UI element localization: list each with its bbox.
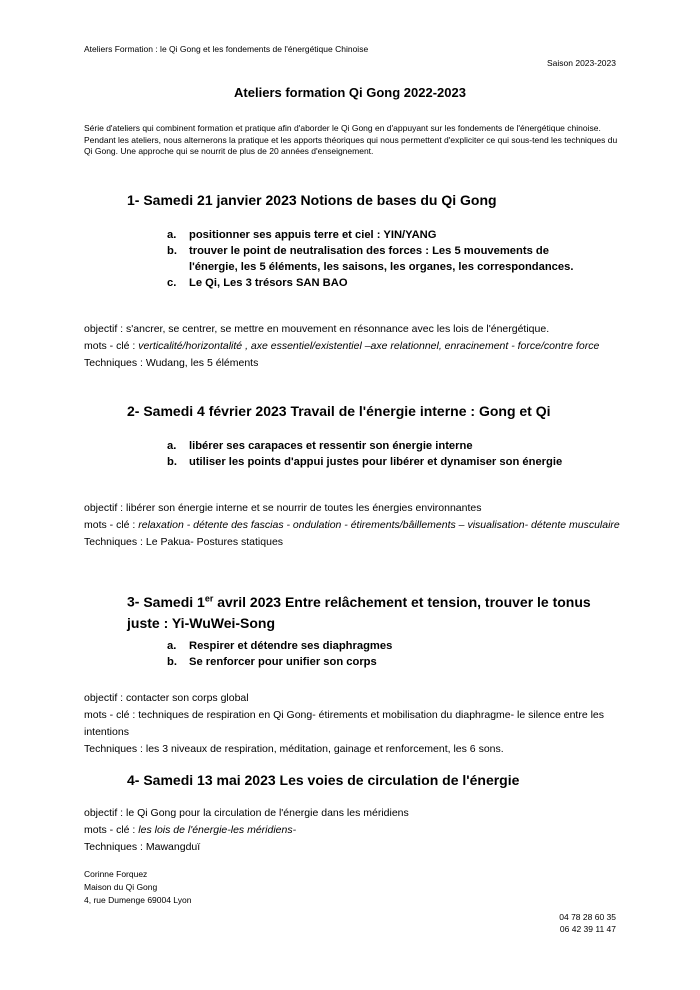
objectif-line: objectif : libérer son énergie interne et se nourrir de toutes les énergies environnantes: [84, 502, 482, 514]
session-heading: Samedi 21 janvier 2023 Notions de bases du Qi Gong: [143, 192, 497, 208]
session-2-title: [127, 401, 627, 422]
objectif-line: objectif : le Qi Gong pour la circulation de l'énergie dans les méridiens: [84, 807, 409, 819]
session-1-title: [127, 190, 627, 211]
list-item: a. positionner ses appuis terre et ciel : YIN/YANG: [167, 229, 437, 241]
keywords-line: mots - clé : techniques de respiration en Qi Gong- étirements et mobilisation du diaphragme- le silence entre les intentions: [84, 709, 605, 738]
session-2-items: [167, 438, 597, 470]
keywords-line: mots - clé : relaxation - détente des fascias - ondulation - étirements/bâillements – visualisation- détente musculaire: [84, 519, 620, 531]
techniques-line: Techniques : les 3 niveaux de respiration, méditation, gainage et renforcement, les 6 sons.: [84, 743, 504, 755]
list-item: b. utiliser les points d'appui justes pour libérer et dynamiser son énergie: [167, 456, 563, 468]
session-3-title: [127, 588, 627, 634]
list-item: a. Respirer et détendre ses diaphragmes: [167, 640, 393, 652]
session-4-title: [127, 770, 627, 791]
session-heading: Samedi 1er avril 2023 Entre relâchement et tension, trouver le tonus juste : Yi-WuWei-Song: [127, 593, 591, 631]
street-address: 4, rue Dumenge 69004 Lyon: [84, 895, 192, 905]
session-number: 3-: [127, 593, 140, 610]
intro-paragraph: Série d'ateliers qui combinent formation et pratique afin d'aborder le Qi Gong en d'appuyant sur les fondements de l'énergétique chinoise. Pendant les ateliers, nous alternerons la pratique et les apports théoriques qui nous permettent d'expliciter ce qui sous-tend les techniques du Qi Gong. Une approche qui se nourrit de plus de 20 années d'enseignement.: [84, 123, 618, 156]
keywords-line: mots - clé : verticalité/horizontalité , axe essentiel/existentiel –axe relationnel, enracinement - force/contre force: [84, 340, 600, 352]
session-heading: Samedi 13 mai 2023 Les voies de circulation de l'énergie: [143, 772, 520, 788]
techniques-line: Techniques : Wudang, les 5 éléments: [84, 357, 259, 369]
list-item: b. Se renforcer pour unifier son corps: [167, 656, 377, 668]
document-title: Ateliers formation Qi Gong 2022-2023: [234, 85, 466, 100]
season-label: Saison 2023-2023: [546, 58, 616, 68]
session-2-details: [84, 500, 629, 551]
session-number: 1-: [127, 192, 140, 208]
list-item: b. trouver le point de neutralisation des forces : Les 5 mouvements de l'énergie, les 5 éléments, les saisons, les organes, les correspondances.: [167, 245, 574, 273]
running-header: Ateliers Formation : le Qi Gong et les fondements de l'énergétique Chinoise: [84, 44, 369, 54]
session-3-details: [84, 690, 629, 758]
keywords-line: mots - clé : les lois de l'énergie-les méridiens-: [84, 824, 297, 836]
session-heading: Samedi 4 février 2023 Travail de l'énergie interne : Gong et Qi: [143, 403, 551, 419]
phone-number: 06 42 39 11 47: [559, 924, 616, 934]
footer-phones: [559, 911, 616, 935]
phone-number: 04 78 28 60 35: [559, 912, 616, 922]
list-item: c. Le Qi, Les 3 trésors SAN BAO: [167, 277, 348, 289]
session-4-details: [84, 805, 629, 856]
footer-address: [84, 868, 191, 907]
session-number: 4-: [127, 772, 140, 788]
session-1-details: [84, 321, 629, 372]
list-item: a. libérer ses carapaces et ressentir son énergie interne: [167, 440, 473, 452]
session-1-items: [167, 227, 597, 291]
session-number: 2-: [127, 403, 140, 419]
session-3-items: [167, 638, 597, 670]
contact-name: Corinne Forquez: [84, 869, 148, 879]
organization-name: Maison du Qi Gong: [84, 882, 158, 892]
objectif-line: objectif : contacter son corps global: [84, 692, 249, 704]
techniques-line: Techniques : Mawangduï: [84, 841, 201, 853]
objectif-line: objectif : s'ancrer, se centrer, se mettre en mouvement en résonnance avec les lois de l'énergétique.: [84, 323, 550, 335]
techniques-line: Techniques : Le Pakua- Postures statiques: [84, 536, 284, 548]
